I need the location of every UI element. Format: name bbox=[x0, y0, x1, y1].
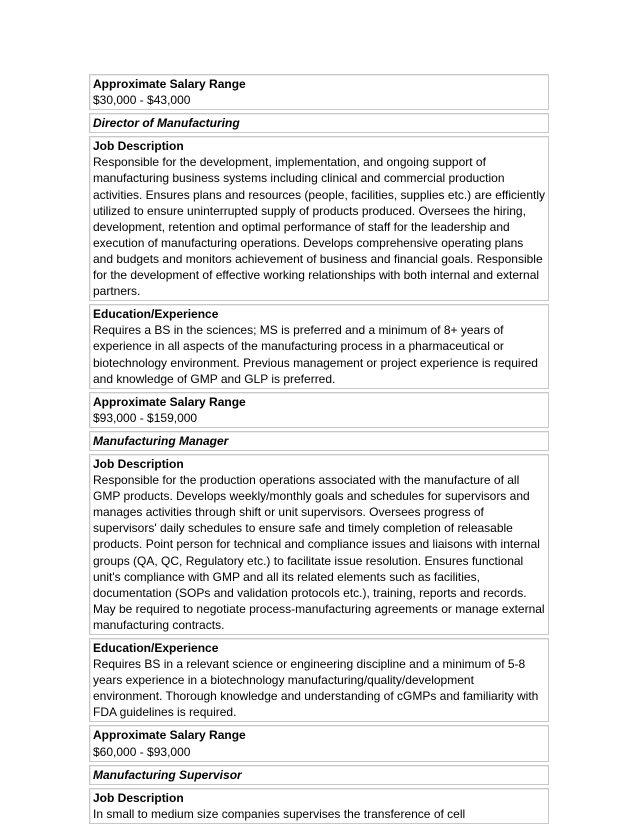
salary-range-text: $93,000 - $159,000 bbox=[93, 410, 198, 425]
job-listing-document bbox=[89, 74, 549, 824]
section-label: Approximate Salary Range bbox=[93, 394, 246, 409]
section-label: Approximate Salary Range bbox=[93, 728, 246, 743]
job-description-text: In small to medium size companies supervises the transference of cell bbox=[93, 806, 466, 821]
job-title-cell bbox=[89, 431, 549, 451]
education-experience-text: Requires BS in a relevant science or engineering discipline and a minimum of 5-8 years experience in a biotechnology manufacturing/quality/development environment. Thorough knowledge and understanding of cGMPs and familiarity with FDA guidelines is required. bbox=[93, 657, 539, 720]
job-title-cell bbox=[89, 113, 549, 133]
salary-range-text: $60,000 - $93,000 bbox=[93, 744, 191, 759]
job-description-text: Responsible for the production operations associated with the manufacture of all GMP products. Develops weekly/monthly goals and schedules for supervisors and manages activities through shift or unit supervisors. Oversees progress of supervisors' daily schedules to ensure safe and timely completion of releasable products. Point person for technical and compliance issues and liaisons with internal groups (QA, QC, Regulatory etc.) to facilitate issue resolution. Ensures functional unit's compliance with GMP and all its related elements such as facilities, documentation (SOPs and validation protocols etc.), training, reports and records. May be required to negotiate process-manufacturing agreements or manage external manufacturing contracts. bbox=[93, 473, 545, 632]
job-title: Manufacturing Supervisor bbox=[93, 767, 242, 782]
salary-range-cell bbox=[89, 392, 549, 428]
job-description-cell bbox=[89, 454, 549, 635]
section-label: Job Description bbox=[93, 456, 184, 471]
section-label: Job Description bbox=[93, 139, 184, 154]
salary-range-text: $30,000 - $43,000 bbox=[93, 93, 191, 108]
education-experience-cell bbox=[89, 638, 549, 722]
section-label: Education/Experience bbox=[93, 641, 219, 655]
job-description-cell bbox=[89, 136, 549, 301]
section-label: Approximate Salary Range bbox=[93, 77, 246, 91]
job-title: Director of Manufacturing bbox=[93, 116, 240, 131]
job-title-cell bbox=[89, 765, 549, 785]
section-label: Education/Experience bbox=[93, 307, 219, 322]
education-experience-cell bbox=[89, 304, 549, 388]
section-label: Job Description bbox=[93, 790, 184, 805]
job-description-text: Responsible for the development, implementation, and ongoing support of manufacturing business systems including clinical and commercial production activities. Ensures plans and resources (people, facilities, supplies etc.) are efficiently utilized to ensure uninterrupted supply of products produced. Oversees the hiring, development, retention and optimal performance of staff for the leadership and execution of manufacturing operations. Develops comprehensive operating plans and budgets and monitors achievement of business and financial goals. Responsible for the development of effective working relationships with both internal and external partners. bbox=[93, 155, 545, 299]
salary-range-cell bbox=[89, 725, 549, 761]
job-title: Manufacturing Manager bbox=[93, 433, 229, 448]
job-description-cell bbox=[89, 788, 549, 824]
salary-range-cell bbox=[89, 74, 549, 110]
education-experience-text: Requires a BS in the sciences; MS is preferred and a minimum of 8+ years of experience in all aspects of the manufacturing process in a pharmaceutical or biotechnology environment. Previous management or project experience is required and knowledge of GMP and GLP is preferred. bbox=[93, 323, 538, 386]
